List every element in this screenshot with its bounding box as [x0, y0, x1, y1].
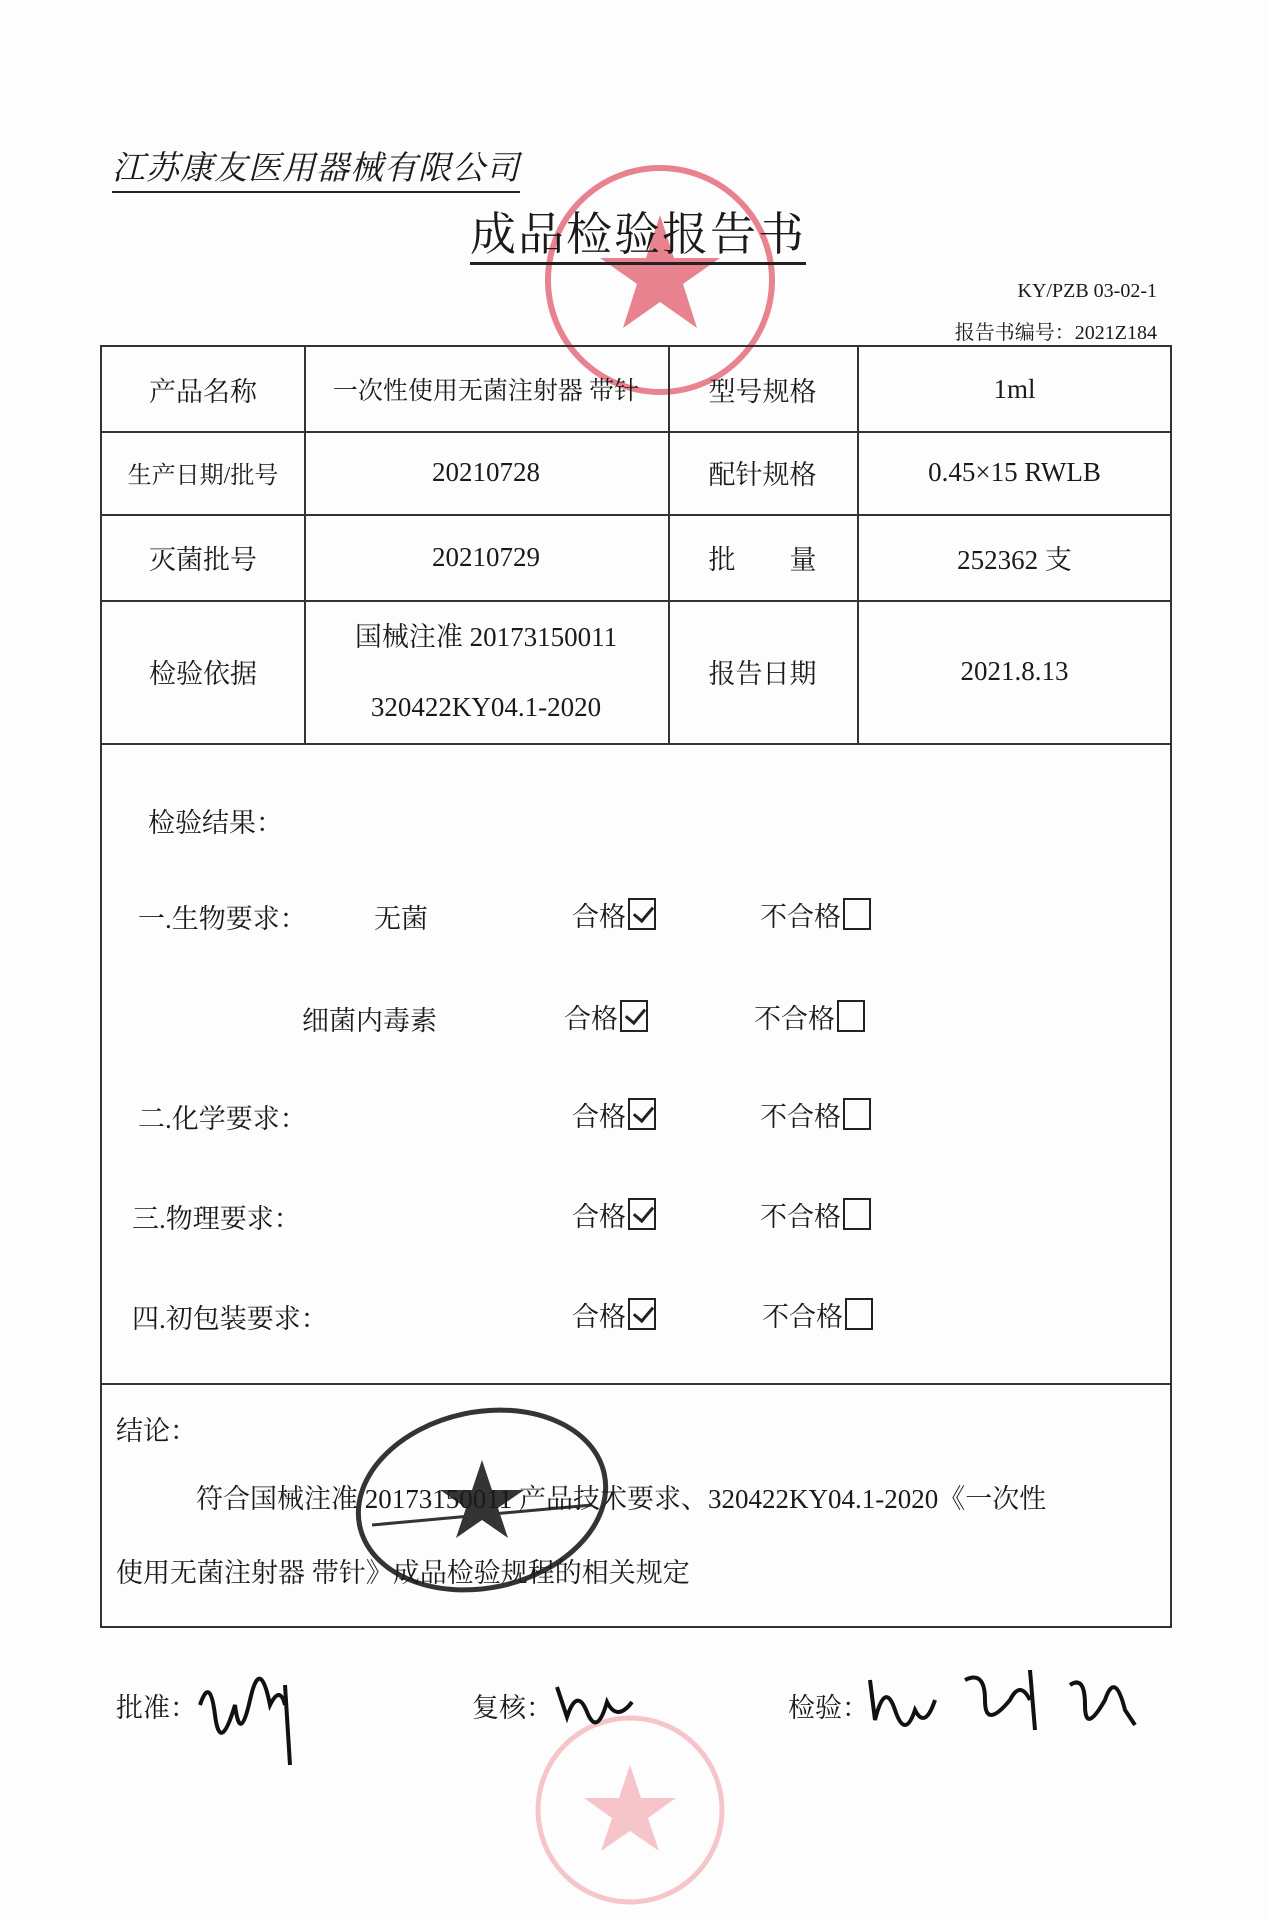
basis-line: 国械注准 20173150011 — [354, 621, 618, 652]
report-number-value: 2021Z184 — [1074, 322, 1157, 344]
pass-label: 合格 — [564, 1004, 618, 1034]
fail-option — [760, 1095, 871, 1134]
pass-option — [572, 1295, 656, 1334]
fail-option — [760, 895, 871, 934]
pharmacy-qa-stamp — [530, 1710, 730, 1910]
value-model: 1ml — [993, 373, 1036, 404]
pass-checkbox[interactable] — [628, 1098, 656, 1130]
pass-option — [564, 997, 648, 1036]
review-label: 复核： — [472, 1693, 553, 1723]
pass-label: 合格 — [572, 1302, 626, 1332]
company-name: 江苏康友医用器械有限公司 — [112, 142, 520, 193]
pass-option — [572, 1195, 656, 1234]
fail-label: 不合格 — [760, 1102, 841, 1132]
value-report-date: 2021.8.13 — [960, 656, 1069, 686]
pass-label: 合格 — [572, 902, 626, 932]
result-category: 一.生物要求： — [138, 904, 307, 934]
fail-label: 不合格 — [760, 902, 841, 932]
label-inspection-basis: 检验依据 — [149, 659, 257, 689]
value-production-date: 20210728 — [432, 457, 540, 487]
label-sterilization-batch: 灭菌批号 — [149, 544, 257, 575]
value-sterilization-batch: 20210729 — [432, 541, 540, 572]
fail-checkbox[interactable] — [843, 898, 871, 930]
label-report-date: 报告日期 — [708, 659, 817, 689]
conclusion-line: 符合国械注准 20173150011 产品技术要求、320422KY04.1-2020《一次性 — [196, 1484, 1047, 1514]
conclusion-heading: 结论： — [116, 1416, 197, 1446]
pass-option — [572, 1095, 656, 1134]
label-batch-quantity: 批 量 — [708, 544, 817, 575]
value-batch-quantity: 252362 支 — [957, 544, 1072, 575]
fail-option — [760, 1195, 871, 1234]
pass-label: 合格 — [572, 1202, 626, 1232]
label-model: 型号规格 — [708, 376, 817, 407]
inspect-signatures — [865, 1660, 1165, 1740]
pass-checkbox[interactable] — [628, 1198, 656, 1230]
pass-option — [572, 895, 656, 934]
label-needle-spec: 配针规格 — [708, 460, 817, 490]
conclusion-line: 使用无菌注射器 带针》成品检验规程的相关规定 — [116, 1558, 690, 1588]
result-category: 四.初包装要求： — [132, 1304, 328, 1334]
fail-option — [762, 1295, 873, 1334]
label-product-name: 产品名称 — [149, 376, 257, 407]
value-needle-spec: 0.45×15 RWLB — [928, 457, 1101, 487]
result-category: 三.物理要求： — [132, 1204, 301, 1234]
result-item: 细菌内毒素 — [302, 1006, 437, 1036]
fail-label: 不合格 — [762, 1302, 843, 1332]
pass-checkbox[interactable] — [628, 898, 656, 930]
results-heading: 检验结果： — [148, 808, 283, 838]
pass-label: 合格 — [572, 1102, 626, 1132]
fail-label: 不合格 — [760, 1202, 841, 1232]
report-table — [100, 345, 1172, 1628]
approve-label: 批准： — [116, 1693, 197, 1723]
pass-checkbox[interactable] — [628, 1298, 656, 1330]
value-inspection-basis — [304, 600, 668, 743]
row-divider — [102, 1383, 1170, 1385]
document-title: 成品检验报告书 — [470, 208, 806, 265]
label-production-date: 生产日期/批号 — [127, 463, 279, 489]
fail-label: 不合格 — [754, 1004, 835, 1034]
approve-signature — [190, 1665, 310, 1765]
result-category: 二.化学要求： — [138, 1104, 307, 1134]
row-divider — [102, 743, 1170, 745]
fail-option — [754, 997, 865, 1036]
result-item: 无菌 — [374, 904, 428, 934]
basis-line: 320422KY04.1-2020 — [370, 691, 602, 722]
inspect-label: 检验： — [788, 1693, 869, 1723]
pass-checkbox[interactable] — [620, 1000, 648, 1032]
value-product-name: 一次性使用无菌注射器 带针 — [332, 378, 640, 405]
report-number — [955, 316, 1157, 345]
fail-checkbox[interactable] — [843, 1198, 871, 1230]
form-code: KY/PZB 03-02-1 — [1017, 280, 1157, 302]
fail-checkbox[interactable] — [845, 1298, 873, 1330]
report-number-label: 报告书编号： — [954, 322, 1075, 344]
fail-checkbox[interactable] — [843, 1098, 871, 1130]
fail-checkbox[interactable] — [837, 1000, 865, 1032]
review-signature — [552, 1672, 642, 1732]
